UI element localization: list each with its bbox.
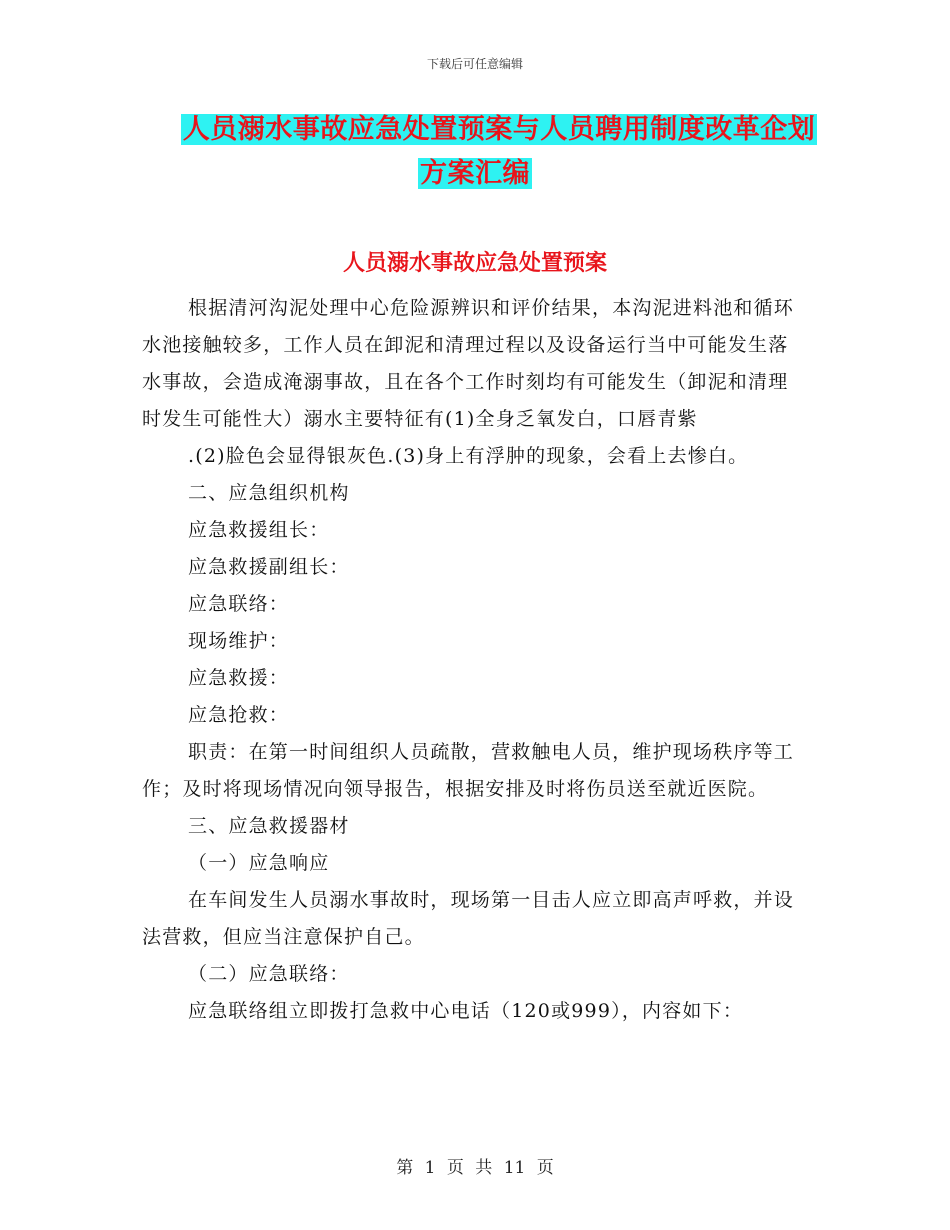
role-deputy-leader: 应急救援副组长： [188,556,350,578]
document-body [142,290,807,1030]
heading-org: 二、应急组织机构 [188,482,350,504]
role-site-maintenance: 现场维护： [188,630,290,652]
role-rescue: 应急救援： [188,667,290,689]
paragraph-symptoms: .(2)脸色会显得银灰色.(3)身上有浮肿的现象，会看上去惨白。 [188,445,749,467]
paragraph-duties: 职责：在第一时间组织人员疏散，营救触电人员，维护现场秩序等工作；及时将现场情况向领导报告，根据安排及时将伤员送至就近医院。 [142,741,795,800]
paragraph-contact: 应急联络组立即拨打急救中心电话（120或999），内容如下： [188,1000,744,1022]
header-note: 下载后可任意编辑 [426,57,523,71]
document-title-text-2: 方案汇编 [420,158,530,189]
paragraph-response: 在车间发生人员溺水事故时，现场第一目击人应立即高声呼救，并设法营救，但应当注意保护自己。 [142,889,795,948]
document-title-text-1: 人员溺水事故应急处置预案与人员聘用制度改革企划 [182,114,816,145]
role-leader: 应急救援组长： [188,519,330,541]
document-title-line-2 [0,154,950,194]
subheading-contact: （二）应急联络： [188,963,350,985]
role-first-aid: 应急抢救： [188,704,290,726]
role-liaison: 应急联络： [188,593,290,615]
section-title: 人员溺水事故应急处置预案 [342,251,607,276]
paragraph-intro: 根据清河沟泥处理中心危险源辨识和评价结果，本沟泥进料池和循环水池接触较多，工作人员在卸泥和清理过程以及设备运行当中可能发生落水事故，会造成淹溺事故，且在各个工作时刻均有可能发生（卸泥和清理时发生可能性大）溺水主要特征有(1)全身乏氧发白，口唇青紫 [142,297,795,430]
subheading-response: （一）应急响应 [188,852,330,874]
heading-equipment: 三、应急救援器材 [188,815,350,837]
page-footer: 第 1 页 共 11 页 [396,1158,554,1178]
document-title-line-1 [24,110,950,150]
